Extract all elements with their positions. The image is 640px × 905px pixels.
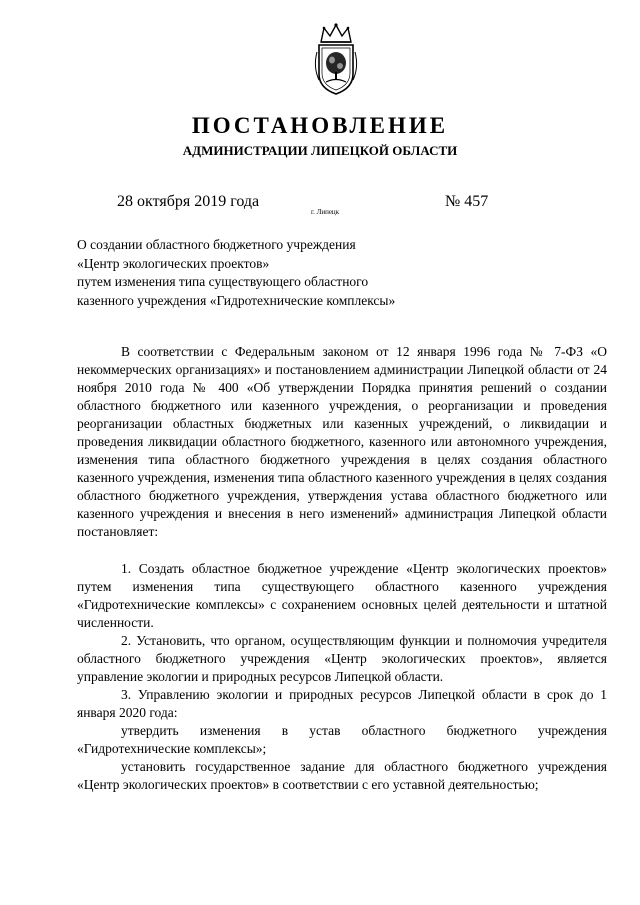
preamble-paragraph: В соответствии с Федеральным законом от 12 января 1996 года № 7-ФЗ «О некоммерческих организациях» и постановлением администрации Липецкой области от 24 ноября 2010 года № 400 «Об утверждении Порядка принятия решений о создании областного бюджетного или казенного учреждения, о реорганизации и проведения реорганизации областных бюджетных или казенных учреждений, о ликвидации и проведения ликвидации областного бюджетного, казенного или автономного учреждения, изменения типа областного бюджетного учреждения в целях создания областного казенного учреждения, изменения типа областного казенного учреждения в целях создания областного бюджетного учреждения, утверждения устава областного бюджетного или казенного учреждения и внесения в него изменений» администрация Липецкой области постановляет: — [77, 344, 607, 539]
heading-line: «Центр экологических проектов» — [77, 255, 270, 271]
coat-of-arms-emblem — [311, 22, 361, 96]
document-title: ПОСТАНОВЛЕНИЕ — [191, 113, 449, 138]
document-city: г. Липецк — [311, 208, 340, 216]
clause-1-paragraph: 1. Создать областное бюджетное учреждение «Центр экологических проектов» путем изменения типа существующего областного казенного учреждения «Гидротехнические комплексы» с сохранением основных целей деятельности и штатной численности. — [77, 561, 607, 630]
resolution-heading — [77, 236, 477, 310]
heading-line: казенного учреждения «Гидротехнические комплексы» — [77, 292, 396, 308]
clause-2-paragraph: 2. Установить, что органом, осуществляющим функции и полномочия учредителя областного бюджетного учреждения «Центр экологических проектов», является управление экологии и природных ресурсов Липецкой области. — [77, 633, 607, 684]
document-body — [77, 343, 607, 794]
heading-line: О создании областного бюджетного учреждения — [77, 237, 356, 252]
clause-3a-paragraph: утвердить изменения в устав областного бюджетного учреждения «Гидротехнические комплексы»; — [77, 723, 607, 756]
document-number: № 457 — [445, 193, 489, 210]
clause-3b-paragraph: установить государственное задание для областного бюджетного учреждения «Центр экологических проектов» в соответствии с его уставной деятельностью; — [77, 759, 607, 792]
clause-3-paragraph: 3. Управлению экологии и природных ресурсов Липецкой области в срок до 1 января 2020 года: — [77, 687, 607, 720]
heading-line: путем изменения типа существующего областного — [77, 274, 369, 289]
issuer-subtitle: АДМИНИСТРАЦИИ ЛИПЕЦКОЙ ОБЛАСТИ — [182, 143, 458, 158]
document-date: 28 октября 2019 года — [117, 193, 260, 210]
